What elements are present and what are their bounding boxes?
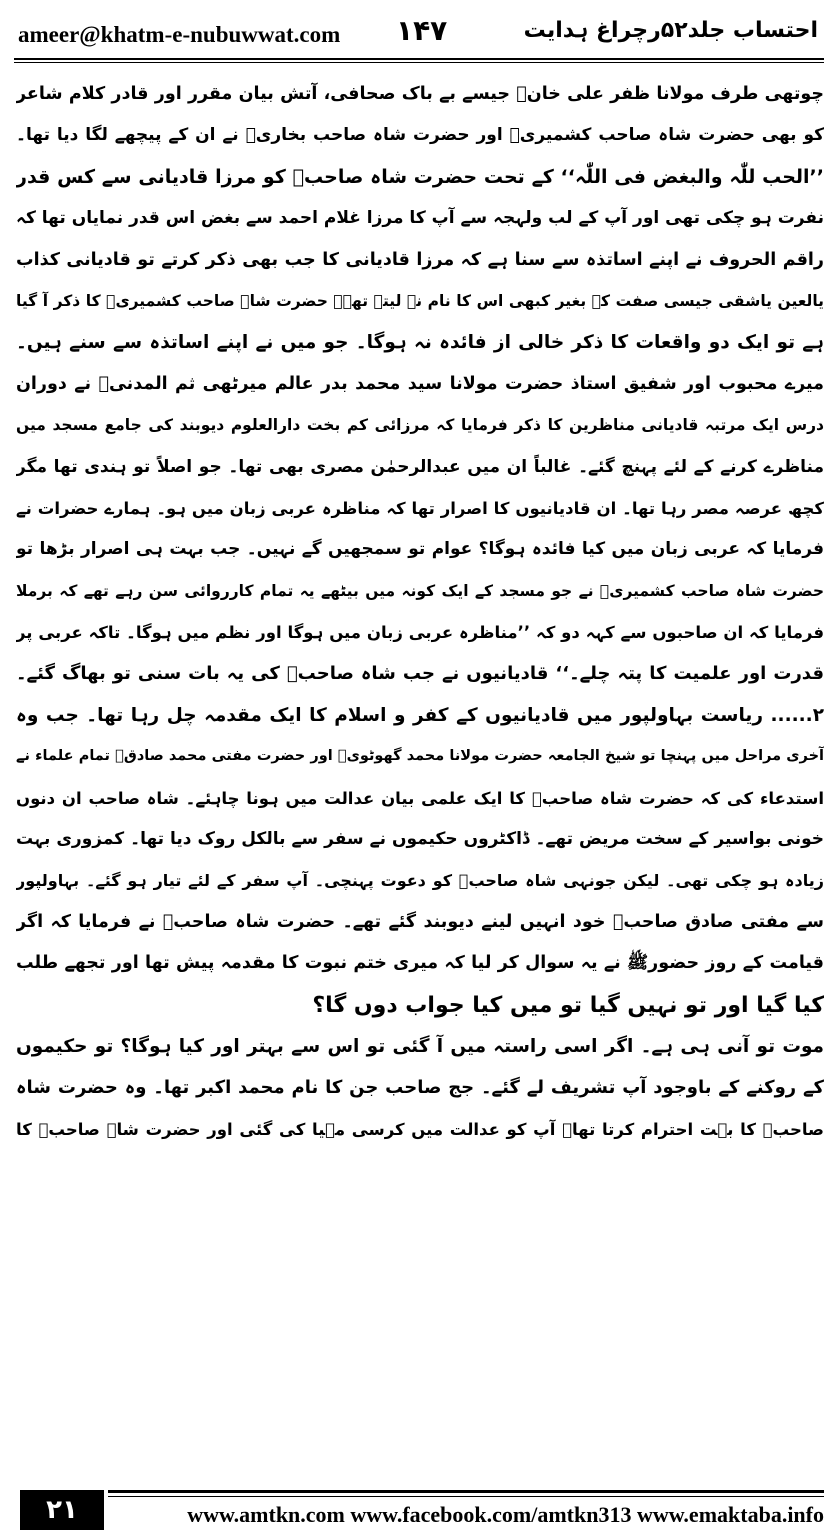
footer-page-number: ۲۱ — [20, 1490, 104, 1530]
header-email: ameer@khatm-e-nubuwwat.com — [18, 22, 341, 47]
text-line: کیا گیا اور تو نہیں گیا تو میں کیا جواب دوں گا؟ — [312, 992, 824, 1018]
header-rule — [14, 58, 824, 60]
text-line: چوتھی طرف مولانا ظفر علی خانؒ جیسے بے باک صحافی، آتش بیان مقرر اور قادر کلام شاعر — [16, 84, 824, 104]
body-text — [16, 74, 824, 1478]
text-line: ہے تو ایک دو واقعات کا ذکر خالی از فائدہ نہ ہوگا۔ جو میں نے اپنے اساتذہ سے سنے ہیں۔ — [16, 332, 824, 354]
header-title: احتساب جلد۵۲رچراغ ہدایت — [523, 18, 818, 43]
header-page-number: ۱۴۷ — [396, 14, 448, 47]
text-line: کو بھی حضرت شاہ صاحب کشمیریؒ اور حضرت شاہ صاحب بخاریؒ نے ان کے پیچھے لگا دیا تھا۔ — [16, 125, 824, 146]
text-line: میرے محبوب اور شفیق استاذ حضرت مولانا سید محمد بدر عالم میرٹھی ثم المدنیؒ نے دوران — [16, 373, 824, 394]
text-line: ۲...... ریاست بہاولپور میں قادیانیوں کے کفر و اسلام کا ایک مقدمہ چل رہا تھا۔ جب وہ — [16, 704, 824, 726]
text-line: قیامت کے روز حضورﷺ نے یہ سوال کر لیا کہ میری ختم نبوت کا مقدمہ پیش تھا اور تجھے طلب — [16, 953, 824, 974]
text-line: نفرت ہو چکی تھی اور آپ کے لب ولہجہ سے آپ کا مرزا غلام احمد سے بغض اس قدر نمایاں تھا کہ — [16, 208, 824, 229]
text-line: موت تو آنی ہی ہے۔ اگر اسی راستہ میں آ گئی تو اس سے بہتر اور کیا ہوگا؟ تو حکیموں — [16, 1035, 824, 1057]
text-line: فرمایا کہ عربی زبان میں کیا فائدہ ہوگا؟ عوام تو سمجھیں گے نہیں۔ جب بہت ہی اصرار بڑھا تو — [16, 539, 824, 560]
text-line: کے روکنے کے باوجود آپ تشریف لے گئے۔ جج صاحب جن کا نام محمد اکبر تھا۔ وہ حضرت شاہ — [16, 1077, 824, 1099]
text-line: زیادہ ہو چکی تھی۔ لیکن جونہی شاہ صاحبؒ کو دعوت پہنچی۔ آپ سفر کے لئے تیار ہو گئے۔ بہاولپور — [16, 871, 824, 891]
text-line: درس ایک مرتبہ قادیانی مناظرین کا ذکر فرمایا کہ مرزائی کم بخت دارالعلوم دیوبند کی جامع مسجد میں — [16, 416, 824, 435]
page-header — [14, 14, 824, 54]
text-line: صاحبؒ کا بہت احترام کرتا تھا۔ آپ کو عدالت میں کرسی مہیا کی گئی اور حضرت شاہ صاحبؒ کا — [16, 1119, 824, 1139]
text-line: فرمایا کہ ان صاحبوں سے کہہ دو کہ ’’مناظرہ عربی زبان میں ہوگا اور نظم میں ہوگا۔ تاکہ عربی پر — [16, 623, 824, 643]
text-line: خونی بواسیر کے سخت مریض تھے۔ ڈاکٹروں حکیموں نے سفر سے بالکل روک دیا تھا۔ کمزوری بہت — [16, 829, 824, 850]
text-line: سے مفتی صادق صاحبؒ خود انہیں لینے دیوبند گئے تھے۔ حضرت شاہ صاحبؒ نے فرمایا کہ اگر — [16, 911, 824, 932]
footer-rule — [108, 1490, 824, 1493]
text-line: استدعاء کی کہ حضرت شاہ صاحبؒ کا ایک علمی بیان عدالت میں ہونا چاہئے۔ شاہ صاحب ان دنوں — [16, 788, 824, 808]
text-line: یالعین یاشقی جیسی صفت کے بغیر کبھی اس کا نام نہ لیتے تھے۔ حضرت شاہ صاحب کشمیریؒ کا ذکر آ گیا — [16, 291, 824, 310]
footer-urls: www.amtkn.com www.facebook.com/amtkn313 www.emaktaba.info — [187, 1502, 824, 1527]
text-line: آخری مراحل میں پہنچا تو شیخ الجامعہ حضرت مولانا محمد گھوٹویؒ اور حضرت مفتی محمد صادقؒ تمام علماء نے — [16, 748, 824, 765]
text-line: مناظرے کرنے کے لئے پہنچ گئے۔ غالباً ان میں عبدالرحمٰن مصری بھی تھا۔ جو اصلاً تو ہندی تھا مگر — [16, 456, 824, 477]
footer-rule-thin — [108, 1496, 824, 1497]
text-line: راقم الحروف نے اپنے اساتذہ سے سنا ہے کہ مرزا قادیانی کا جب بھی ذکر کرتے تو قادیانی کذاب — [16, 249, 824, 270]
text-line: کچھ عرصہ مصر رہا تھا۔ ان قادیانیوں کا اصرار تھا کہ مناظرہ عربی زبان میں ہو۔ ہمارے حضرات نے — [16, 498, 824, 518]
text-line: ’’الحب للّٰہ والبغض فی اللّٰہ‘‘ کے تحت حضرت شاہ صاحبؒ کو مرزا قادیانی سے کس قدر — [16, 165, 824, 188]
text-line: قدرت اور علمیت کا پتہ چلے۔‘‘ قادیانیوں نے جب شاہ صاحبؒ کی یہ بات سنی تو بھاگ گئے۔ — [16, 663, 824, 685]
page-footer — [14, 1490, 824, 1532]
text-line: حضرت شاہ صاحب کشمیریؒ نے جو مسجد کے ایک کونہ میں بیٹھے یہ تمام کارروائی سن رہے تھے کہ برملا — [16, 581, 824, 600]
header-rule-thin — [14, 62, 824, 63]
